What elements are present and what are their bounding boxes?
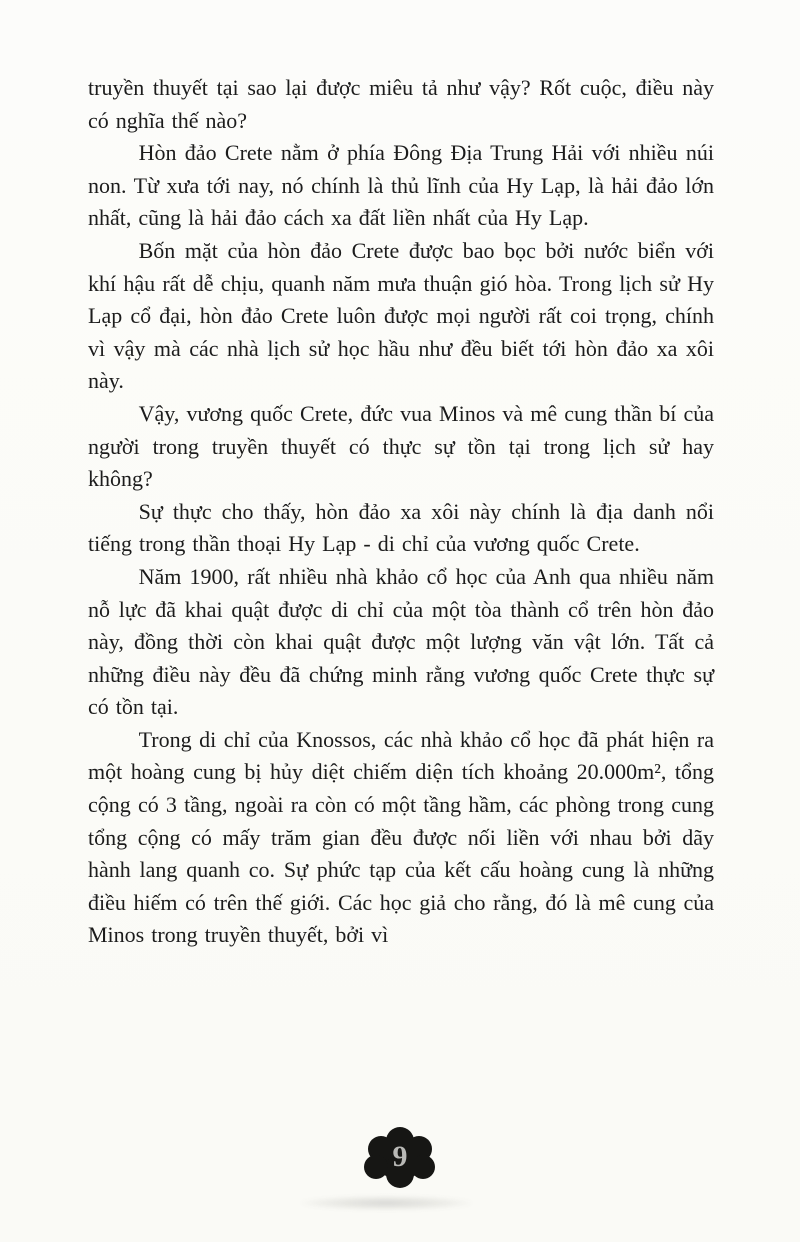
paragraph: Sự thực cho thấy, hòn đảo xa xôi này chính là địa danh nổi tiếng trong thần thoại Hy Lạp - di chỉ của vương quốc Crete. xyxy=(88,498,714,557)
paragraph: truyền thuyết tại sao lại được miêu tả như vậy? Rốt cuộc, điều này có nghĩa thế nào? xyxy=(88,75,714,133)
page-number: 9 xyxy=(392,1140,408,1173)
page-text-block xyxy=(88,72,714,952)
paragraph: Hòn đảo Crete nằm ở phía Đông Địa Trung Hải với nhiều núi non. Từ xưa tới nay, nó chính là thủ lĩnh của Hy Lạp, là hải đảo lớn nhất, cũng là hải đảo cách xa đất liền nhất của Hy Lạp. xyxy=(88,140,714,231)
page-footer xyxy=(0,1118,800,1228)
paragraph: Bốn mặt của hòn đảo Crete được bao bọc bởi nước biển với khí hậu rất dễ chịu, quanh năm mưa thuận gió hòa. Trong lịch sử Hy Lạp cổ đại, hòn đảo Crete luôn được mọi người rất coi trọng, chính vì vậy mà các nhà lịch sử học hầu như đều biết tới hòn đảo xa xôi này. xyxy=(88,237,714,394)
page-number-badge xyxy=(359,1124,441,1192)
paragraph: Năm 1900, rất nhiều nhà khảo cổ học của Anh qua nhiều năm nỗ lực đã khai quật được di chỉ của một tòa thành cổ trên hòn đảo này, đồng thời còn khai quật được một lượng văn vật lớn. Tất cả những điều này đều đã chứng minh rằng vương quốc Crete thực sự có tồn tại. xyxy=(88,563,714,720)
scan-smudge xyxy=(301,1196,471,1210)
paragraph: Vậy, vương quốc Crete, đức vua Minos và mê cung thần bí của người trong truyền thuyết có thực sự tồn tại trong lịch sử hay không? xyxy=(88,400,714,492)
paragraph: Trong di chỉ của Knossos, các nhà khảo cổ học đã phát hiện ra một hoàng cung bị hủy diệt chiếm diện tích khoảng 20.000m², tổng cộng có 3 tầng, ngoài ra còn có một tầng hầm, các phòng trong cung tổng cộng có mấy trăm gian đều được nối liền với nhau bởi dãy hành lang quanh co. Sự phức tạp của kết cấu hoàng cung là những điều hiếm có trên thế giới. Các học giả cho rằng, đó là mê cung của Minos trong truyền thuyết, bởi vì xyxy=(88,726,714,948)
